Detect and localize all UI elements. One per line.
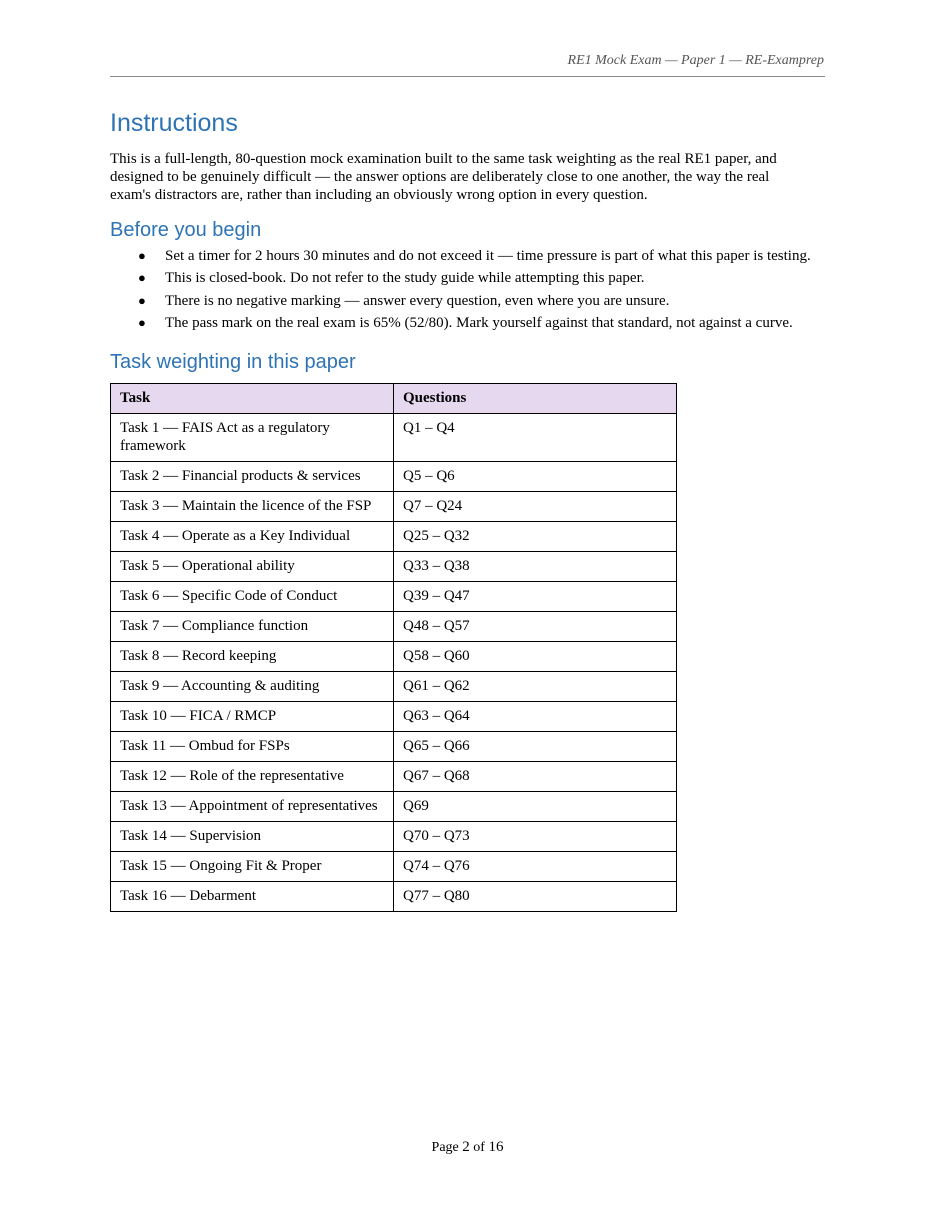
task-cell: Task 10 — FICA / RMCP <box>111 702 394 732</box>
list-item-text: The pass mark on the real exam is 65% (52/80). Mark yourself against that standard, not against a curve. <box>165 315 793 332</box>
questions-cell: Q58 – Q60 <box>394 642 677 672</box>
table-row <box>111 852 677 882</box>
bullet-icon: ● <box>138 270 146 286</box>
bullet-icon: ● <box>138 292 146 308</box>
table-row <box>111 522 677 552</box>
questions-cell: Q70 – Q73 <box>394 822 677 852</box>
table-row <box>111 462 677 492</box>
table-row <box>111 792 677 822</box>
table-row <box>111 822 677 852</box>
task-cell: Task 1 — FAIS Act as a regulatory framework <box>111 414 394 462</box>
task-cell: Task 4 — Operate as a Key Individual <box>111 522 394 552</box>
list-item-text: This is closed-book. Do not refer to the study guide while attempting this paper. <box>165 270 645 287</box>
table-row <box>111 702 677 732</box>
list-item-text: Set a timer for 2 hours 30 minutes and do not exceed it — time pressure is part of what this paper is testing. <box>165 248 811 264</box>
table-row <box>111 672 677 702</box>
task-cell: Task 12 — Role of the representative <box>111 762 394 792</box>
task-cell: Task 11 — Ombud for FSPs <box>111 732 394 762</box>
table-row <box>111 612 677 642</box>
table-row <box>111 582 677 612</box>
task-cell: Task 15 — Ongoing Fit & Proper <box>111 852 394 882</box>
page-content <box>110 108 825 912</box>
column-header-task: Task <box>111 384 394 414</box>
list-item <box>110 314 825 332</box>
questions-cell: Q1 – Q4 <box>394 414 677 462</box>
table-row <box>111 414 677 462</box>
task-weighting-table <box>110 383 677 912</box>
table-row <box>111 732 677 762</box>
list-item <box>110 269 825 287</box>
intro-paragraph: This is a full-length, 80-question mock examination built to the same task weighting as the real RE1 paper, and designed to be genuinely difficult — the answer options are deliberately close to one another, the way the real exam's distractors are, rather than including an obviously wrong option in every question. <box>110 151 777 203</box>
questions-cell: Q77 – Q80 <box>394 882 677 912</box>
page-total: 16 <box>488 1139 504 1155</box>
questions-cell: Q63 – Q64 <box>394 702 677 732</box>
table-row <box>111 762 677 792</box>
table-row <box>111 642 677 672</box>
running-header <box>110 53 825 77</box>
task-cell: Task 9 — Accounting & auditing <box>111 672 394 702</box>
list-item-text: There is no negative marking — answer every question, even where you are unsure. <box>165 292 670 309</box>
questions-cell: Q5 – Q6 <box>394 462 677 492</box>
table-body <box>111 414 677 912</box>
before-you-begin-heading: Before you begin <box>110 219 262 241</box>
task-cell: Task 16 — Debarment <box>111 882 394 912</box>
page-label: Page <box>431 1140 459 1155</box>
page-current: 2 <box>462 1139 470 1155</box>
table-header-row <box>111 384 677 414</box>
bullet-icon: ● <box>138 315 146 331</box>
bullet-icon: ● <box>138 248 146 263</box>
questions-cell: Q7 – Q24 <box>394 492 677 522</box>
questions-cell: Q48 – Q57 <box>394 612 677 642</box>
task-cell: Task 6 — Specific Code of Conduct <box>111 582 394 612</box>
questions-cell: Q25 – Q32 <box>394 522 677 552</box>
questions-cell: Q39 – Q47 <box>394 582 677 612</box>
task-cell: Task 8 — Record keeping <box>111 642 394 672</box>
questions-cell: Q69 <box>394 792 677 822</box>
table-row <box>111 492 677 522</box>
instructions-heading: Instructions <box>110 109 238 137</box>
questions-cell: Q33 – Q38 <box>394 552 677 582</box>
list-item <box>110 292 825 310</box>
task-cell: Task 14 — Supervision <box>111 822 394 852</box>
task-weighting-heading: Task weighting in this paper <box>110 351 356 374</box>
task-cell: Task 5 — Operational ability <box>111 552 394 582</box>
before-you-begin-list <box>110 247 825 332</box>
questions-cell: Q65 – Q66 <box>394 732 677 762</box>
page-of-label: of <box>473 1140 485 1155</box>
questions-cell: Q74 – Q76 <box>394 852 677 882</box>
table-row <box>111 552 677 582</box>
column-header-questions: Questions <box>394 384 677 414</box>
running-header-title: RE1 Mock Exam — Paper 1 — RE-Examprep <box>567 53 824 68</box>
table-row <box>111 882 677 912</box>
task-cell: Task 13 — Appointment of representatives <box>111 792 394 822</box>
task-cell: Task 7 — Compliance function <box>111 612 394 642</box>
questions-cell: Q61 – Q62 <box>394 672 677 702</box>
questions-cell: Q67 – Q68 <box>394 762 677 792</box>
list-item <box>110 247 825 265</box>
task-cell: Task 3 — Maintain the licence of the FSP <box>111 492 394 522</box>
task-cell: Task 2 — Financial products & services <box>111 462 394 492</box>
page-footer <box>0 1138 935 1157</box>
